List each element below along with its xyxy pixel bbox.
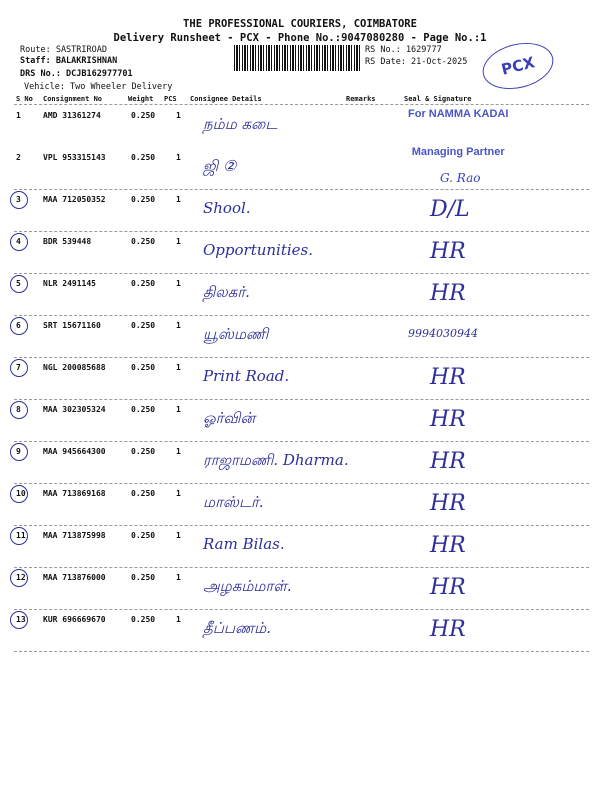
- row-divider: [14, 357, 589, 358]
- weight-value: 0.250: [131, 573, 156, 582]
- serial-number: 1: [16, 111, 21, 120]
- row-divider: [14, 315, 589, 316]
- consignment-number: AMD 31361274: [43, 111, 101, 120]
- table-row: [0, 111, 600, 139]
- pcs-value: 1: [176, 405, 181, 414]
- consignee-handwriting: அழகம்மாள்.: [203, 577, 292, 595]
- pcx-stamp: [478, 36, 559, 96]
- pcs-value: 1: [176, 363, 181, 372]
- staff-label: Staff: BALAKRISHNAN: [20, 56, 118, 66]
- company-title: THE PROFESSIONAL COURIERS, COIMBATORE: [183, 18, 417, 30]
- pcs-value: 1: [176, 153, 181, 162]
- consignee-handwriting: Shool.: [203, 199, 251, 217]
- col-consignee: Consignee Details: [190, 95, 262, 103]
- pcs-value: 1: [176, 321, 181, 330]
- serial-number: 6: [16, 321, 21, 330]
- consignee-handwriting: Print Road.: [203, 367, 290, 385]
- seal-line2: Managing Partner: [411, 146, 505, 158]
- col-sno: S No: [16, 95, 33, 103]
- runsheet-subtitle: Delivery Runsheet - PCX - Phone No.:9047080280 - Page No.:1: [113, 32, 487, 44]
- row-divider: [14, 483, 589, 484]
- serial-number: 8: [16, 405, 21, 414]
- row-divider: [14, 441, 589, 442]
- seal-line1: For NAMMA KADAI: [408, 108, 509, 120]
- table-row: [0, 489, 600, 517]
- pcs-value: 1: [176, 237, 181, 246]
- stamp-text: PCX: [499, 53, 537, 79]
- rs-date: RS Date: 21-Oct-2025: [365, 57, 468, 67]
- consignment-number: MAA 713869168: [43, 489, 106, 498]
- serial-number: 9: [16, 447, 21, 456]
- weight-value: 0.250: [131, 237, 156, 246]
- row-divider: [14, 189, 589, 190]
- consignee-handwriting: Opportunities.: [203, 241, 314, 259]
- delivery-signature: HR: [430, 533, 466, 558]
- weight-value: 0.250: [131, 531, 156, 540]
- serial-number: 3: [16, 195, 21, 204]
- consignee-handwriting: ஜி ②: [203, 157, 237, 175]
- delivery-signature: HR: [430, 407, 466, 432]
- pcs-value: 1: [176, 489, 181, 498]
- pcs-value: 1: [176, 615, 181, 624]
- row-divider: [14, 399, 589, 400]
- row-divider: [14, 567, 589, 568]
- delivery-signature: 9994030944: [408, 327, 478, 340]
- row-divider: [14, 273, 589, 274]
- weight-value: 0.250: [131, 321, 156, 330]
- serial-number: 4: [16, 237, 21, 246]
- table-row: [0, 615, 600, 643]
- consignee-handwriting: மாஸ்டர்.: [203, 493, 264, 511]
- barcode: [234, 45, 360, 71]
- consignee-handwriting: தீப்பணம்.: [203, 619, 272, 637]
- serial-number: 12: [16, 573, 26, 582]
- table-row: [0, 237, 600, 265]
- pcs-value: 1: [176, 279, 181, 288]
- serial-number: 7: [16, 363, 21, 372]
- consignee-handwriting: Ram Bilas.: [203, 535, 285, 553]
- pcs-value: 1: [176, 531, 181, 540]
- weight-value: 0.250: [131, 279, 156, 288]
- pcs-value: 1: [176, 111, 181, 120]
- table-row: [0, 153, 600, 185]
- serial-number: 10: [16, 489, 26, 498]
- table-row: [0, 531, 600, 559]
- table-row: [0, 573, 600, 601]
- consignee-handwriting: நம்ம கடை: [203, 115, 278, 133]
- delivery-signature: HR: [430, 449, 466, 474]
- vehicle-label: Vehicle: Two Wheeler Delivery: [24, 82, 173, 92]
- col-consignment: Consignment No: [43, 95, 103, 103]
- pcs-value: 1: [176, 195, 181, 204]
- row-divider: [14, 609, 589, 610]
- col-seal: Seal & Signature: [404, 95, 472, 103]
- weight-value: 0.250: [131, 111, 156, 120]
- table-row: [0, 279, 600, 307]
- consignment-number: VPL 953315143: [43, 153, 106, 162]
- consignment-number: MAA 713876000: [43, 573, 106, 582]
- row-divider: [14, 525, 589, 526]
- table-row: [0, 363, 600, 391]
- table-row: [0, 405, 600, 433]
- delivery-signature: HR: [430, 575, 466, 600]
- weight-value: 0.250: [131, 489, 156, 498]
- delivery-signature: HR: [430, 365, 466, 390]
- route-label: Route: SASTRIROAD: [20, 45, 107, 55]
- col-remarks: Remarks: [346, 95, 376, 103]
- consignment-number: MAA 713875998: [43, 531, 106, 540]
- delivery-signature: HR: [430, 617, 466, 642]
- drs-label: DRS No.: DCJB162977701: [20, 69, 133, 79]
- consignment-number: SRT 15671160: [43, 321, 101, 330]
- weight-value: 0.250: [131, 195, 156, 204]
- delivery-signature: D/L: [430, 197, 470, 222]
- weight-value: 0.250: [131, 153, 156, 162]
- consignee-handwriting: திலகர்.: [203, 283, 250, 301]
- consignment-number: MAA 302305324: [43, 405, 106, 414]
- weight-value: 0.250: [131, 363, 156, 372]
- consignment-number: MAA 712050352: [43, 195, 106, 204]
- delivery-signature: HR: [430, 281, 466, 306]
- row-divider: [14, 231, 589, 232]
- consignment-number: KUR 696669670: [43, 615, 106, 624]
- consignee-handwriting: யூஸ்மணி: [203, 325, 269, 343]
- consignment-number: NGL 200085688: [43, 363, 106, 372]
- delivery-signature: G. Rao: [440, 171, 481, 185]
- table-row: [0, 195, 600, 223]
- serial-number: 13: [16, 615, 26, 624]
- col-pcs: PCS: [164, 95, 177, 103]
- pcs-value: 1: [176, 447, 181, 456]
- header-divider: [14, 104, 589, 105]
- consignment-number: NLR 2491145: [43, 279, 96, 288]
- col-weight: Weight: [128, 95, 154, 103]
- consignment-number: MAA 945664300: [43, 447, 106, 456]
- serial-number: 11: [16, 531, 26, 540]
- table-row: [0, 321, 600, 349]
- serial-number: 2: [16, 153, 21, 162]
- table-row: [0, 447, 600, 475]
- consignee-handwriting: ஓர்வின்: [203, 409, 256, 427]
- consignment-number: BDR 539448: [43, 237, 92, 246]
- row-divider: [14, 651, 589, 652]
- weight-value: 0.250: [131, 447, 156, 456]
- delivery-signature: HR: [430, 239, 466, 264]
- consignee-handwriting: ராஜாமணி. Dharma.: [203, 451, 349, 469]
- pcs-value: 1: [176, 573, 181, 582]
- weight-value: 0.250: [131, 405, 156, 414]
- rs-number: RS No.: 1629777: [365, 45, 442, 55]
- serial-number: 5: [16, 279, 21, 288]
- delivery-signature: HR: [430, 491, 466, 516]
- weight-value: 0.250: [131, 615, 156, 624]
